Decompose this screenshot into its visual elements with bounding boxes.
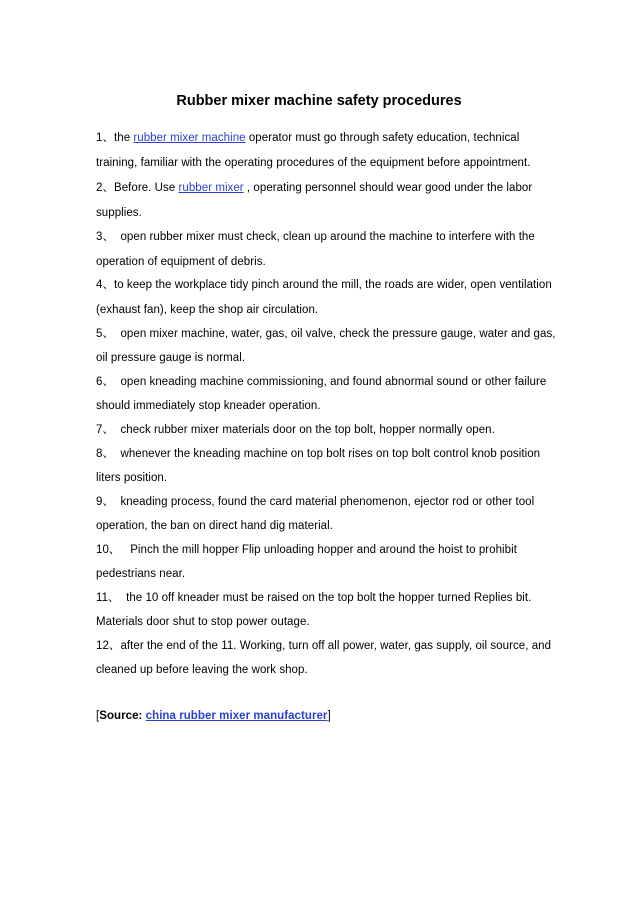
page-title: Rubber mixer machine safety procedures xyxy=(176,93,462,109)
item-text: the xyxy=(114,132,134,144)
item-number: 11、 xyxy=(96,592,120,604)
list-item-11-continuation: Materials door shut to stop power outage. xyxy=(96,616,310,628)
item-number: 2、 xyxy=(96,182,114,194)
item-number: 6、 xyxy=(96,376,114,388)
item-text: to keep the workplace tidy pinch around the mill, the roads are wider, open ventilation xyxy=(114,279,552,291)
list-item-9-continuation: operation, the ban on direct hand dig material. xyxy=(96,520,333,532)
item-text: , operating personnel should wear good under the labor xyxy=(243,182,533,194)
source-label: Source: xyxy=(99,710,146,722)
list-item-12 xyxy=(96,639,551,653)
item-number: 10、 xyxy=(96,544,121,556)
item-number: 8、 xyxy=(96,448,114,460)
list-item-9 xyxy=(96,495,534,509)
item-number: 3、 xyxy=(96,231,114,243)
item-number: 12、 xyxy=(96,640,121,652)
manufacturer-link[interactable]: china rubber mixer manufacturer xyxy=(145,710,328,722)
list-item-11 xyxy=(96,591,531,605)
source-line xyxy=(96,709,331,723)
item-text: Pinch the mill hopper Flip unloading hopper and around the hoist to prohibit xyxy=(120,544,517,556)
item-text: check rubber mixer materials door on the top bolt, hopper normally open. xyxy=(114,424,495,436)
item-number: 5、 xyxy=(96,328,114,340)
item-text: open mixer machine, water, gas, oil valve, check the pressure gauge, water and gas, xyxy=(114,328,556,340)
list-item-2-continuation: supplies. xyxy=(96,207,142,219)
list-item-5 xyxy=(96,327,556,341)
item-number: 4、 xyxy=(96,279,114,291)
item-number: 1、 xyxy=(96,132,114,144)
list-item-4-continuation: (exhaust fan), keep the shop air circulation. xyxy=(96,304,319,316)
list-item-6 xyxy=(96,375,546,389)
list-item-3-continuation: operation of equipment of debris. xyxy=(96,256,266,268)
item-text: after the end of the 11. Working, turn off all power, water, gas supply, oil source, and xyxy=(120,640,552,652)
rubber-mixer-machine-link[interactable]: rubber mixer machine xyxy=(133,132,246,144)
item-text: open rubber mixer must check, clean up around the machine to interfere with the xyxy=(114,231,535,243)
list-item-12-continuation: cleaned up before leaving the work shop. xyxy=(96,664,308,676)
source-close-bracket: ] xyxy=(327,710,331,722)
item-text: kneading process, found the card material phenomenon, ejector rod or other tool xyxy=(114,496,535,508)
list-item-8-continuation: liters position. xyxy=(96,472,168,484)
list-item-10-continuation: pedestrians near. xyxy=(96,568,186,580)
list-item-2 xyxy=(96,181,532,195)
item-text: operator must go through safety education, technical xyxy=(245,132,520,144)
list-item-6-continuation: should immediately stop kneader operation. xyxy=(96,400,321,412)
item-number: 7、 xyxy=(96,424,114,436)
item-text: Before. Use xyxy=(114,182,179,194)
list-item-3 xyxy=(96,230,535,244)
list-item-4 xyxy=(96,278,552,292)
source-open-bracket: [ xyxy=(96,710,100,722)
list-item-5-continuation: oil pressure gauge is normal. xyxy=(96,352,246,364)
item-text: open kneading machine commissioning, and found abnormal sound or other failure xyxy=(114,376,547,388)
list-item-10 xyxy=(96,543,517,557)
item-number: 9、 xyxy=(96,496,114,508)
item-text: the 10 off kneader must be raised on the top bolt the hopper turned Replies bit. xyxy=(119,592,532,604)
list-item-1-continuation: training, familiar with the operating procedures of the equipment before appointment. xyxy=(96,157,531,169)
list-item-8 xyxy=(96,447,540,461)
list-item-1 xyxy=(96,131,519,145)
list-item-7 xyxy=(96,423,495,437)
item-text: whenever the kneading machine on top bolt rises on top bolt control knob position xyxy=(114,448,541,460)
rubber-mixer-link[interactable]: rubber mixer xyxy=(178,182,244,194)
